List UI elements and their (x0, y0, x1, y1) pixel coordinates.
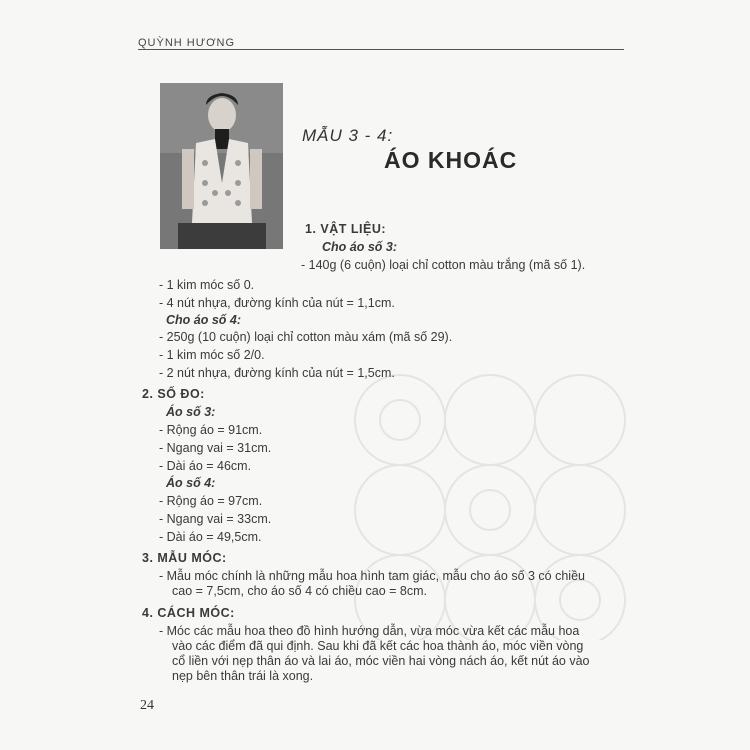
paragraph-line: vào các điểm đã qui định. Sau khi đã kết các hoa thành áo, móc viền vòng (172, 639, 584, 653)
page-title: ÁO KHOÁC (384, 147, 518, 173)
paragraph-line: cổ liền với nẹp thân áo và lai áo, móc viền hai vòng nách áo, kết nút áo vào (172, 654, 590, 668)
list-item: - Rộng áo = 97cm. (159, 494, 263, 508)
measurements-shirt4-label: Áo số 4: (166, 476, 216, 490)
model-photo (160, 83, 283, 249)
list-item: - 1 kim móc số 0. (159, 278, 255, 292)
motif-heading: 3. MẪU MÓC: (142, 551, 227, 565)
materials-shirt4-label: Cho áo số 4: (166, 313, 242, 327)
page-number: 24 (140, 698, 154, 713)
method-heading: 4. CÁCH MÓC: (142, 606, 235, 620)
paragraph-line: nẹp bên thân trái là xong. (172, 669, 314, 683)
measurements-shirt3-label: Áo số 3: (166, 405, 216, 419)
materials-shirt3-label: Cho áo số 3: (322, 240, 398, 254)
header-divider (138, 49, 624, 50)
crochet-pattern-watermark (340, 360, 640, 640)
paragraph-line: cao = 7,5cm, cho áo số 4 có chiều cao = 8cm. (172, 584, 428, 598)
pattern-label: MẪU 3 - 4: (302, 126, 394, 145)
measurements-heading: 2. SỐ ĐO: (142, 387, 205, 401)
list-item: - 4 nút nhựa, đường kính của nút = 1,1cm. (159, 296, 395, 310)
list-item: - Dài áo = 46cm. (159, 459, 252, 473)
list-item: - 2 nút nhựa, đường kính của nút = 1,5cm. (159, 366, 395, 380)
paragraph-line: - Mẫu móc chính là những mẫu hoa hình tam giác, mẫu cho áo số 3 có chiều (159, 569, 585, 583)
list-item: - Ngang vai = 33cm. (159, 512, 272, 526)
paragraph-line: - Móc các mẫu hoa theo đồ hình hướng dẫn, vừa móc vừa kết các mẫu hoa (159, 624, 580, 638)
list-item: - 1 kim móc số 2/0. (159, 348, 265, 362)
list-item: - 250g (10 cuộn) loại chỉ cotton màu xám (mã số 29). (159, 330, 453, 344)
list-item: - Ngang vai = 31cm. (159, 441, 272, 455)
header-author: QUỲNH HƯƠNG (138, 37, 236, 49)
materials-heading: 1. VẬT LIỆU: (305, 222, 387, 236)
list-item: - Rộng áo = 91cm. (159, 423, 263, 437)
list-item: - 140g (6 cuộn) loại chỉ cotton màu trắng (mã số 1). (301, 258, 586, 272)
list-item: - Dài áo = 49,5cm. (159, 530, 262, 544)
